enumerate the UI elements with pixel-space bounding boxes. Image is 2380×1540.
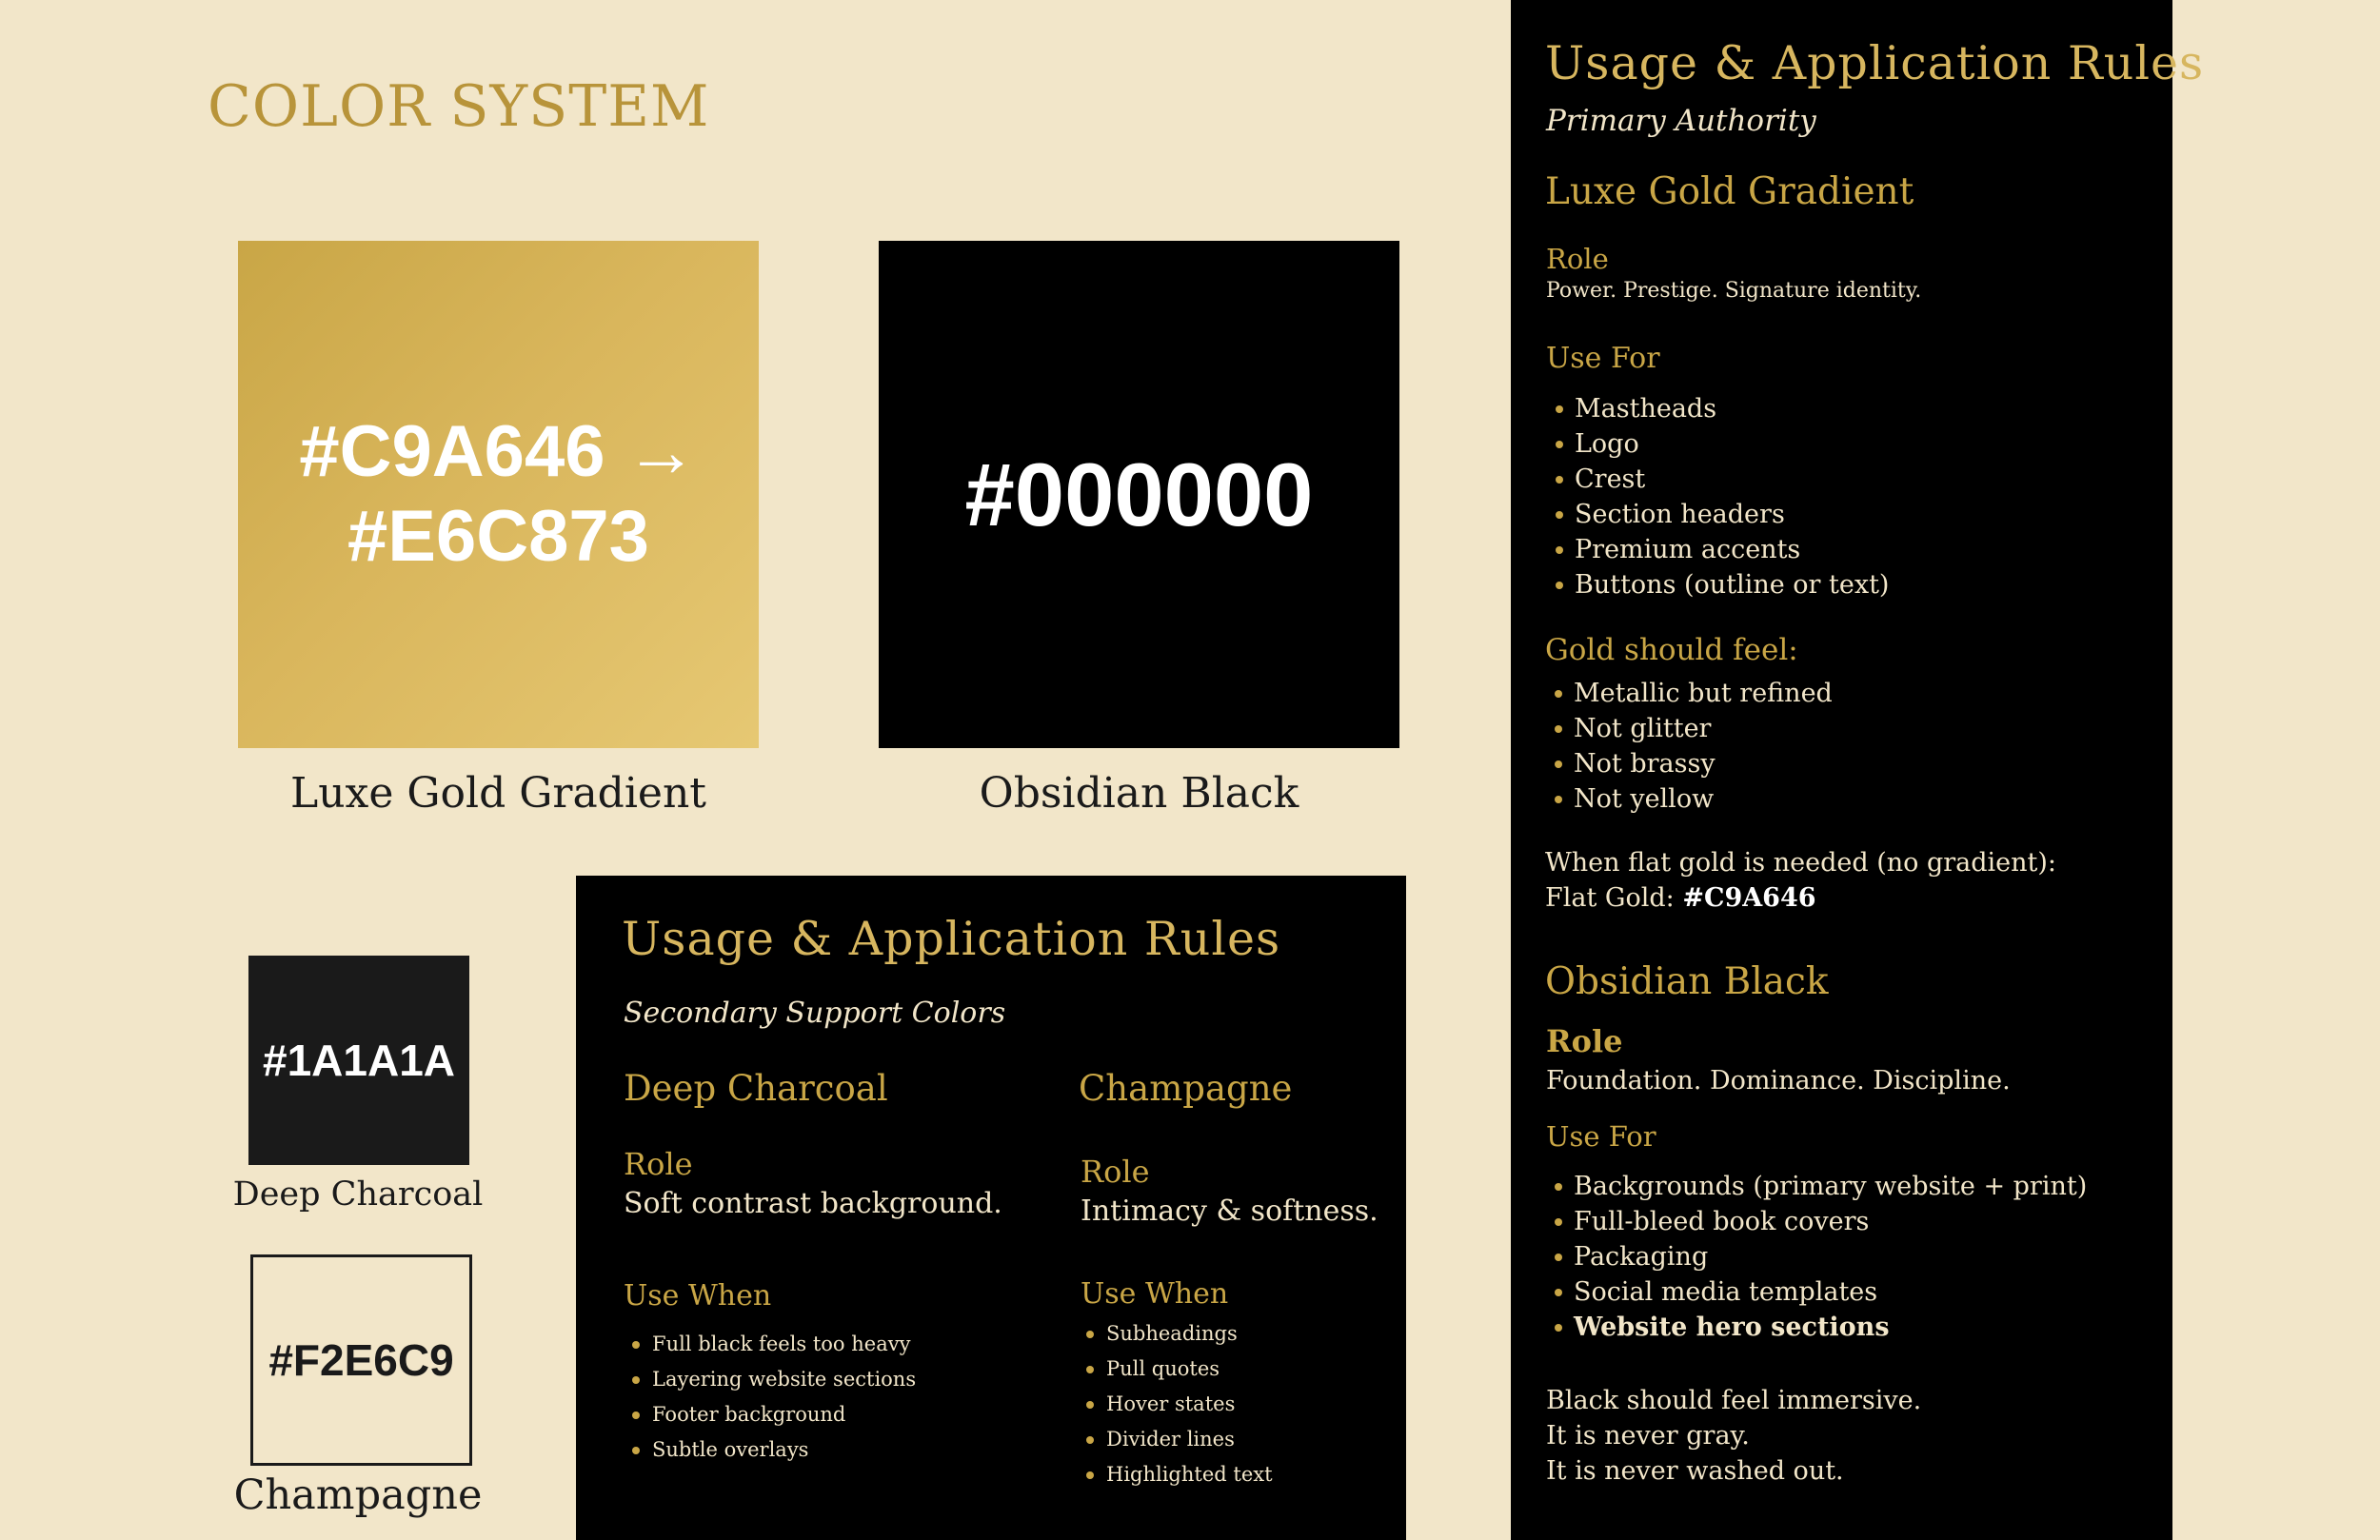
flat-gold-note: When flat gold is needed (no gradient):: [1545, 848, 2057, 878]
page-title: COLOR SYSTEM: [208, 73, 710, 140]
black-role-text: Foundation. Dominance. Discipline.: [1546, 1066, 2011, 1096]
list-item: Subtle overlays: [652, 1432, 916, 1468]
black-closing-line-1: Black should feel immersive.: [1546, 1386, 1922, 1415]
list-item: Subheadings: [1106, 1316, 1273, 1352]
black-closing-line-3: It is never washed out.: [1546, 1456, 1844, 1486]
black-role-label: Role: [1546, 1023, 1623, 1059]
list-item: Full black feels too heavy: [652, 1327, 916, 1362]
list-item: Not yellow: [1574, 781, 1833, 817]
charcoal-role-label: Role: [624, 1146, 693, 1182]
obsidian-black-swatch: [879, 241, 1399, 748]
gold-section-heading: Luxe Gold Gradient: [1545, 170, 1914, 213]
list-item: Crest: [1575, 462, 1889, 497]
list-item: Mastheads: [1575, 391, 1889, 426]
flat-gold-value: #C9A646: [1682, 883, 1816, 913]
primary-panel-subtitle: Primary Authority: [1546, 104, 1816, 138]
list-item: Website hero sections: [1574, 1310, 2087, 1345]
list-item: Premium accents: [1575, 532, 1889, 567]
primary-panel-title: Usage & Application Rules: [1545, 36, 2205, 90]
list-item: Highlighted text: [1106, 1457, 1273, 1492]
gold-hex-end: #E6C873: [347, 495, 649, 577]
list-item: Backgrounds (primary website + print): [1574, 1169, 2087, 1204]
charcoal-use-when-list: [652, 1327, 916, 1468]
champagne-swatch: [250, 1254, 472, 1466]
gold-feel-label: Gold should feel:: [1545, 633, 1798, 667]
list-item: Buttons (outline or text): [1575, 567, 1889, 602]
champagne-swatch-label: Champagne: [233, 1471, 483, 1519]
charcoal-hex: #1A1A1A: [263, 1036, 455, 1085]
list-item: Social media templates: [1574, 1274, 2087, 1310]
list-item: Not brassy: [1574, 746, 1833, 781]
list-item: Not glitter: [1574, 711, 1833, 746]
secondary-panel-subtitle: Secondary Support Colors: [624, 997, 1006, 1030]
flat-gold-label: Flat Gold:: [1545, 883, 1683, 913]
charcoal-swatch-label: Deep Charcoal: [232, 1175, 484, 1214]
list-item: Section headers: [1575, 497, 1889, 532]
champagne-use-when-label: Use When: [1081, 1277, 1229, 1311]
gold-role-text: Power. Prestige. Signature identity.: [1546, 279, 1922, 303]
list-item: Packaging: [1574, 1239, 2087, 1274]
list-item: Full-bleed book covers: [1574, 1204, 2087, 1239]
secondary-panel-title: Usage & Application Rules: [622, 912, 1281, 966]
list-item: Pull quotes: [1106, 1352, 1273, 1387]
charcoal-use-when-label: Use When: [624, 1279, 772, 1313]
gold-role-label: Role: [1546, 243, 1609, 275]
gold-gradient-swatch: [238, 241, 759, 748]
champagne-role-text: Intimacy & softness.: [1081, 1194, 1378, 1228]
gold-feel-list: [1574, 676, 1833, 817]
black-use-for-label: Use For: [1546, 1120, 1656, 1153]
black-section-heading: Obsidian Black: [1545, 960, 1829, 1003]
list-item: Footer background: [652, 1397, 916, 1432]
champagne-hex: #F2E6C9: [268, 1335, 454, 1385]
gold-use-for-label: Use For: [1546, 342, 1660, 375]
champagne-use-when-list: [1106, 1316, 1273, 1492]
list-item: Layering website sections: [652, 1362, 916, 1397]
black-swatch-label: Obsidian Black: [979, 769, 1299, 818]
champagne-role-label: Role: [1081, 1154, 1150, 1190]
gold-hex-start: #C9A646 →: [299, 411, 698, 493]
list-item: Logo: [1575, 426, 1889, 462]
champagne-heading: Champagne: [1079, 1068, 1293, 1109]
flat-gold-line: [1545, 885, 1816, 911]
gold-use-for-list: [1575, 391, 1889, 602]
black-closing-line-2: It is never gray.: [1546, 1421, 1750, 1451]
list-item: Hover states: [1106, 1387, 1273, 1422]
charcoal-role-text: Soft contrast background.: [624, 1187, 1002, 1220]
secondary-usage-panel: [576, 876, 1406, 1540]
list-item: Metallic but refined: [1574, 676, 1833, 711]
gold-swatch-label: Luxe Gold Gradient: [290, 769, 706, 818]
charcoal-heading: Deep Charcoal: [624, 1068, 888, 1109]
black-use-for-list: [1574, 1169, 2087, 1345]
list-item: Divider lines: [1106, 1422, 1273, 1457]
primary-usage-panel: [1511, 0, 2205, 1540]
deep-charcoal-swatch: [248, 956, 469, 1165]
black-hex: #000000: [964, 444, 1314, 544]
